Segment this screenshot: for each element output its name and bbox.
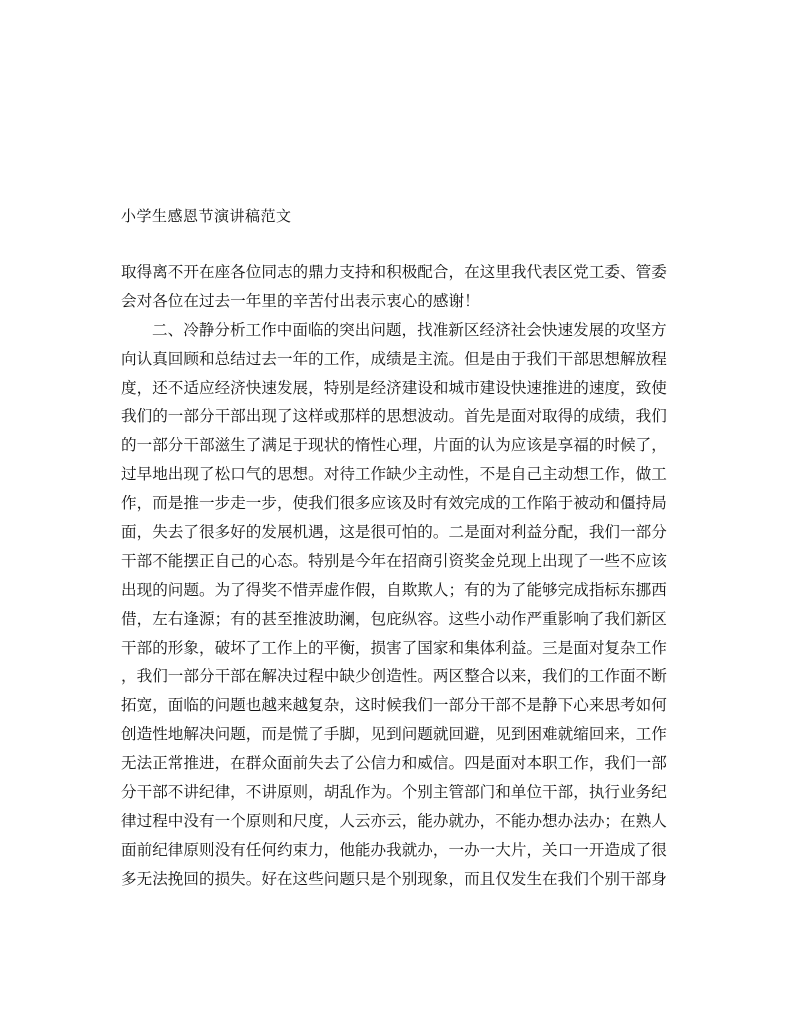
body-line: 二、冷静分析工作中面临的突出问题，找准新区经济社会快速发展的攻坚方	[152, 320, 667, 339]
body-line: 分干部不讲纪律，不讲原则，胡乱作为。个别主管部门和单位干部，执行业务纪	[121, 783, 667, 802]
body-line: 无法正常推进，在群众面前失去了公信力和威信。四是面对本职工作，我们一部	[121, 754, 667, 773]
body-line: 面，失去了很多好的发展机遇，这是很可怕的。二是面对利益分配，我们一部分	[121, 523, 667, 542]
body-line: 会对各位在过去一年里的辛苦付出表示衷心的感谢！	[121, 291, 480, 310]
body-line: ，我们一部分干部在解决过程中缺少创造性。两区整合以来，我们的工作面不断	[121, 667, 667, 686]
body-line: 作，而是推一步走一步，使我们很多应该及时有效完成的工作陷于被动和僵持局	[121, 494, 667, 513]
body-line: 面前纪律原则没有任何约束力，他能办我就办，一办一大片，关口一开造成了很	[121, 840, 667, 859]
body-line: 干部的形象，破坏了工作上的平衡，损害了国家和集体利益。三是面对复杂工作	[121, 638, 667, 657]
document-body	[121, 258, 681, 894]
body-line: 拓宽，面临的问题也越来越复杂，这时候我们一部分干部不是静下心来思考如何	[121, 696, 667, 715]
body-line: 度，还不适应经济快速发展，特别是经济建设和城市建设快速推进的速度，致使	[121, 378, 667, 397]
body-line: 取得离不开在座各位同志的鼎力支持和积极配合，在这里我代表区党工委、管委	[121, 263, 667, 281]
body-line: 的一部分干部滋生了满足于现状的惰性心理，片面的认为应该是享福的时候了，	[121, 436, 667, 455]
body-line: 我们的一部分干部出现了这样或那样的思想波动。首先是面对取得的成绩，我们	[121, 407, 667, 426]
body-line: 多无法挽回的损失。好在这些问题只是个别现象，而且仅发生在我们个别干部身	[121, 869, 667, 888]
body-line: 过早地出现了松口气的思想。对待工作缺少主动性，不是自己主动想工作，做工	[121, 465, 667, 484]
body-line: 向认真回顾和总结过去一年的工作，成绩是主流。但是由于我们干部思想解放程	[121, 349, 667, 368]
body-line: 干部不能摆正自己的心态。特别是今年在招商引资奖金兑现上出现了一些不应该	[121, 551, 667, 570]
body-line: 出现的问题。为了得奖不惜弄虚作假，自欺欺人；有的为了能够完成指标东挪西	[121, 580, 667, 599]
body-line: 借，左右逢源；有的甚至推波助澜，包庇纵容。这些小动作严重影响了我们新区	[121, 609, 667, 628]
document-title: 小学生感恩节演讲稿范文	[121, 207, 292, 225]
body-line: 律过程中没有一个原则和尺度，人云亦云，能办就办，不能办想办法办；在熟人	[121, 811, 667, 830]
body-line: 创造性地解决问题，而是慌了手脚，见到问题就回避，见到困难就缩回来，工作	[121, 725, 667, 744]
